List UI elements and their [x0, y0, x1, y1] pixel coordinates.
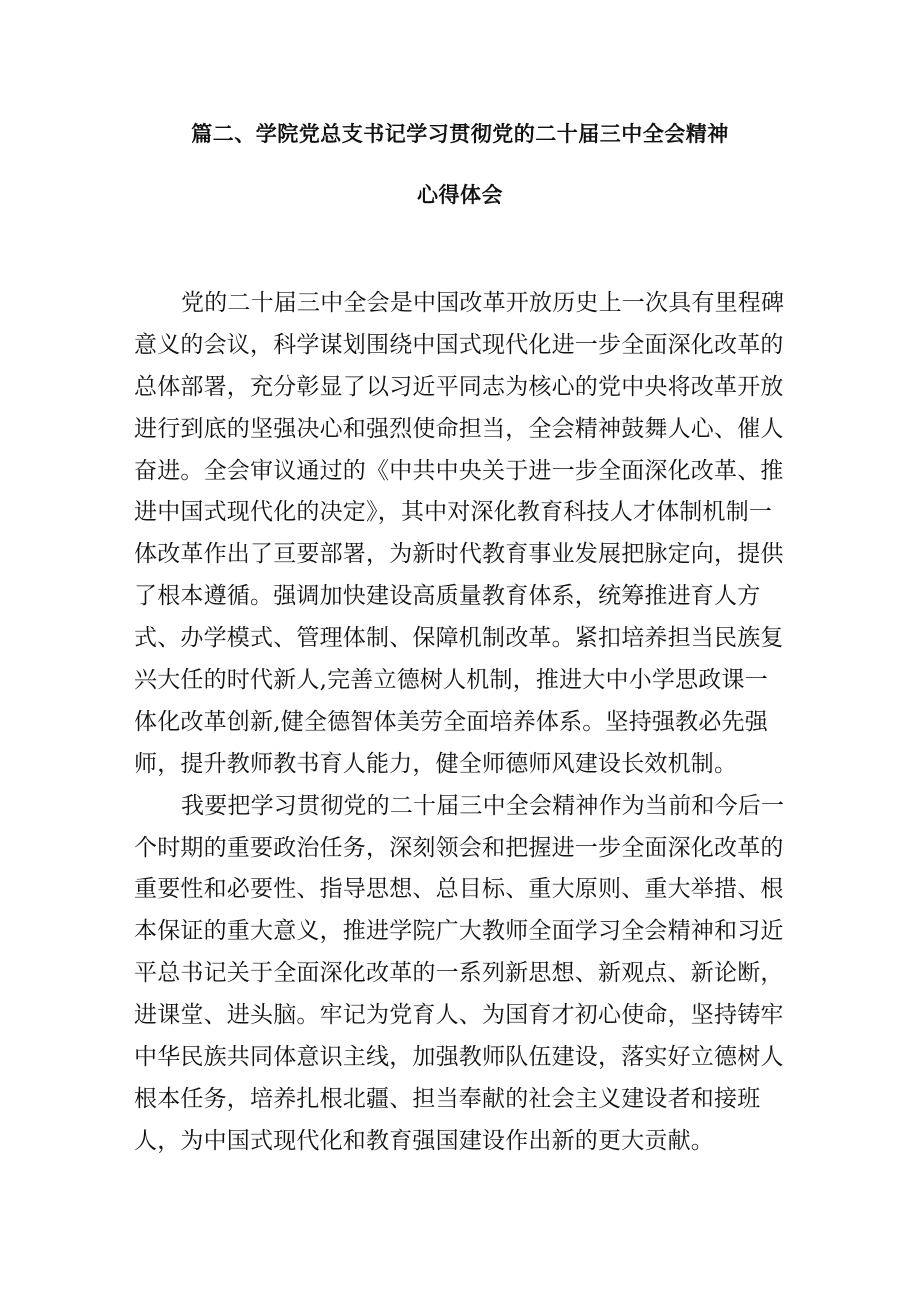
- paragraph-line: 我要把学习贯彻党的二十届三中全会精神作为当前和今后一: [181, 792, 785, 819]
- paragraph-line: 式、办学模式、管理体制、保障机制改革。紧扣培养担当民族复: [134, 625, 784, 652]
- paragraph-line: 人，为中国式现代化和教育强国建设作出新的更大贡献。: [134, 1127, 714, 1154]
- title-line-2: 心得体会: [417, 183, 503, 207]
- document-body: [134, 283, 792, 1163]
- paragraph-line: 体化改革创新,健全德智体美劳全面培养体系。坚持强教必先强: [134, 708, 768, 735]
- paragraph-line: 进行到底的坚强决心和强烈使命担当，全会精神鼓舞人心、催人: [134, 415, 784, 442]
- paragraph-line: 根本任务，培养扎根北疆、担当奉献的社会主义建设者和接班: [134, 1085, 761, 1112]
- paragraph-line: 重要性和必要性、指导思想、总目标、重大原则、重大举措、根: [134, 876, 784, 903]
- paragraph-line: 中华民族共同体意识主线，加强教师队伍建设，落实好立德树人: [134, 1044, 784, 1071]
- paragraph-line: 了根本遵循。强调加快建设高质量教育体系，统筹推进育人方: [134, 583, 761, 610]
- paragraph-line: 进课堂、进头脑。牢记为党育人、为国育才初心使命，坚持铸牢: [134, 1002, 784, 1029]
- paragraph-line: 个时期的重要政治任务，深刻领会和把握进一步全面深化改革的: [134, 834, 784, 861]
- paragraph-line: 平总书记关于全面深化改革的一系列新思想、新观点、新论断，: [134, 960, 784, 987]
- paragraph-line: 兴大任的时代新人,完善立德树人机制，推进大中小学思政课一: [134, 667, 768, 694]
- paragraph-line: 奋进。全会审议通过的《中共中央关于进一步全面深化改革、推: [134, 457, 784, 484]
- paragraph-1: [134, 283, 792, 786]
- paragraph-2: [134, 786, 792, 1163]
- title-line-1: 篇二、学院党总支书记学习贯彻党的二十届三中全会精神: [191, 122, 729, 146]
- paragraph-line: 进中国式现代化的决定》，其中对深化教育科技人才体制机制一: [134, 499, 773, 526]
- paragraph-line: 党的二十届三中全会是中国改革开放历史上一次具有里程碑: [181, 290, 785, 316]
- paragraph-line: 总体部署，充分彰显了以习近平同志为核心的党中央将改革开放: [134, 373, 784, 400]
- paragraph-line: 意义的会议，科学谋划围绕中国式现代化进一步全面深化改革的: [134, 331, 784, 358]
- paragraph-line: 师，提升教师教书育人能力，健全师德师风建设长效机制。: [134, 750, 738, 777]
- paragraph-line: 本保证的重大意义，推进学院广大教师全面学习全会精神和习近: [134, 918, 784, 945]
- document-title: [0, 122, 920, 207]
- paragraph-line: 体改革作出了亘要部署，为新时代教育事业发展把脉定向，提供: [134, 541, 784, 568]
